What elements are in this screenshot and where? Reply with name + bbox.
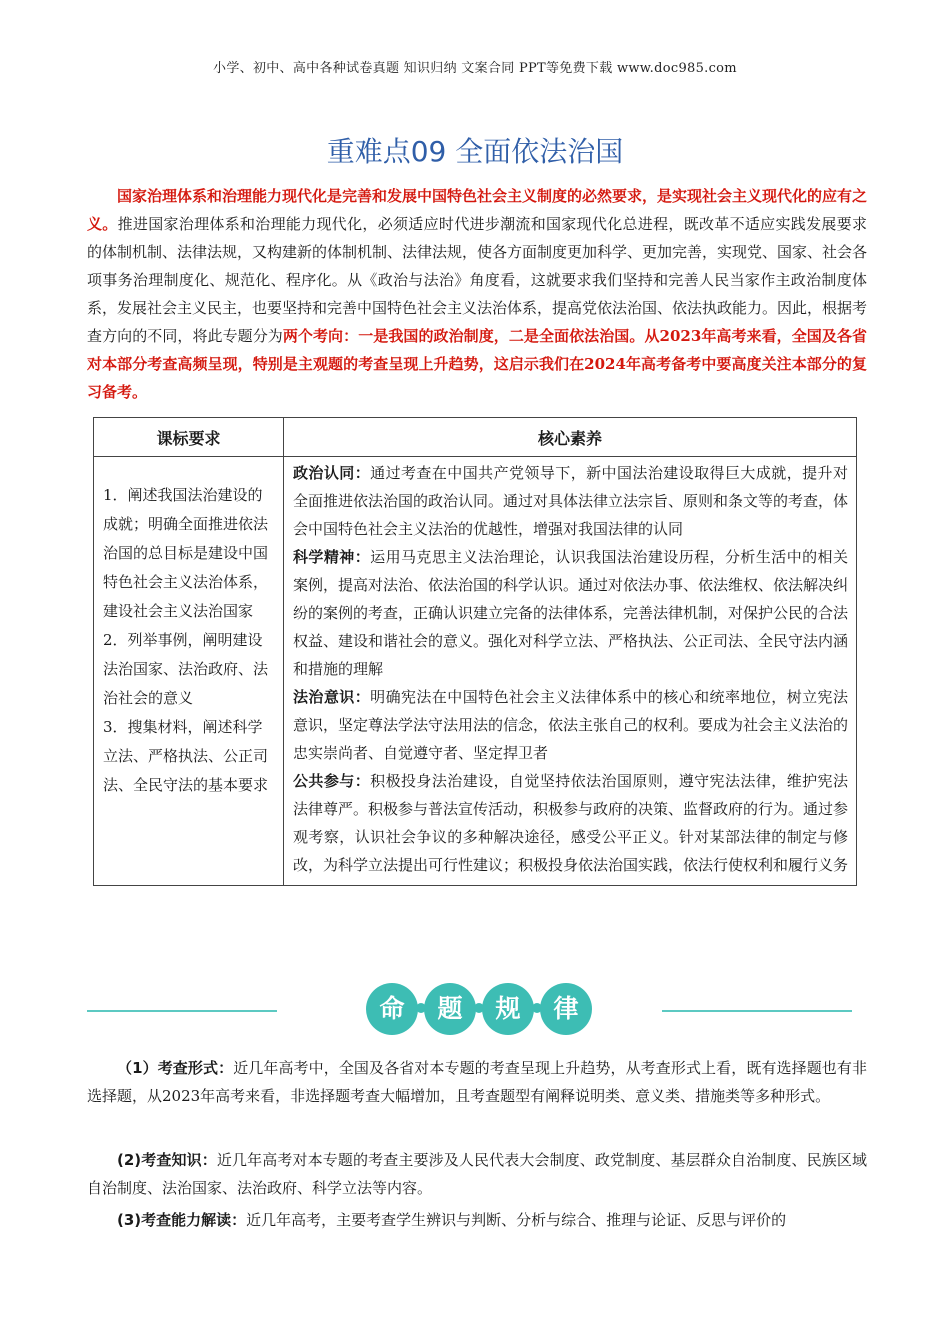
paragraph-label: (3)考查能力解读： [117,1211,247,1229]
divider-left [87,1010,277,1012]
intro-highlight-start: 国家治理体系和治理能力现代化是完善和发展中国特色社会主义制度的必然要求，是实现社会主义现代化的应有之义。 [87,187,868,233]
requirement-item: 2．列举事例，阐明建设法治国家、法治政府、法治社会的意义 [103,631,269,707]
literacy-text: 通过考查在中国共产党领导下，新中国法治建设取得巨大成就，提升对全面推进依法治国的政治认同。通过对具体法律立法宗旨、原则和条文等的考查，体会中国特色社会主义法治的优越性，增强对我国法律的认同 [293,464,849,538]
section-paragraph [87,1054,867,1110]
literacy-text: 运用马克思主义法治理论，认识我国法治建设历程，分析生活中的相关案例，提高对法治、依法治国的科学认识。通过对依法办事、依法维权、依法解决纠纷的案例的考查，正确认识建立完备的法律体系，完善法律机制，对保护公民的合法权益、建设和谐社会的意义。强化对科学立法、严格执法、公正司法、全民守法内涵和措施的理解 [293,548,849,678]
paragraph-label: (2)考查知识： [117,1151,217,1169]
banner-char: 题 [424,983,476,1035]
literacy-label: 科学精神： [293,548,371,566]
paragraph-label: （1）考查形式： [117,1059,234,1077]
literacy-text: 明确宪法在中国特色社会主义法律体系中的核心和统率地位，树立宪法意识，坚定尊法学法守法用法的信念，依法主张自己的权利。要成为社会主义法治的忠实崇尚者、自觉遵守者、坚定捍卫者 [293,688,849,762]
literacy-label: 公共参与： [293,772,371,790]
paragraph-text: 近几年高考中，全国及各省对本专题的考查呈现上升趋势，从考查形式上看，既有选择题也有非选择题，从2023年高考来看，非选择题考查大幅增加，且考查题型有阐释说明类、意义类、措施类等多种形式。 [87,1059,867,1105]
intro-highlight-end: 两个考向：一是我国的政治制度，二是全面依法治国。从2023年高考来看，全国及各省对本部分考查高频呈现，特别是主观题的考查呈现上升趋势，这启示我们在2024年高考备考中要高度关注本部分的复习备考。 [87,327,867,401]
literacy-label: 法治意识： [293,688,371,706]
literacy-item [293,543,848,683]
literacy-item [293,767,848,879]
literacy-label: 政治认同： [293,464,371,482]
literacy-cell [284,457,857,886]
standards-table [93,417,857,886]
banner-char: 律 [540,983,592,1035]
table-header-literacy: 核心素养 [284,418,857,457]
paragraph-text: 近几年高考，主要考查学生辨识与判断、分析与综合、推理与论证、反思与评价的 [246,1211,787,1229]
intro-paragraph [87,182,867,406]
banner-char: 规 [482,983,534,1035]
literacy-item [293,459,848,543]
paragraph-text: 近几年高考对本专题的考查主要涉及人民代表大会制度、政党制度、基层群众自治制度、民族区域自治制度、法治国家、法治政府、科学立法等内容。 [87,1151,867,1197]
intro-body: 推进国家治理体系和治理能力现代化，必须适应时代进步潮流和国家现代化总进程，既改革不适应实践发展要求的体制机制、法律法规，又构建新的体制机制、法律法规，使各方面制度更加科学、更加完善，实现党、国家、社会各项事务治理制度化、规范化、程序化。从《政治与法治》角度看，这就要求我们坚持和完善人民当家作主政治制度体系，发展社会主义民主，也要坚持和完善中国特色社会主义法治体系，提高党依法治国、依法执政能力。因此，根据考查方向的不同，将此专题分为 [87,215,868,345]
page-title: 重难点09 全面依法治国 [326,135,624,168]
section-paragraph [87,1146,867,1202]
banner-char: 命 [366,983,418,1035]
section-banner [366,983,594,1045]
requirement-item: 1．阐述我国法治建设的成就；明确全面推进依法治国的总目标是建设中国特色社会主义法治体系，建设社会主义法治国家 [103,486,269,620]
page-header: 小学、初中、高中各种试卷真题 知识归纳 文案合同 PPT等免费下载 www.doc985.com [213,61,737,76]
literacy-item [293,683,848,767]
section-paragraph [87,1206,867,1234]
table-header-requirements: 课标要求 [94,418,284,457]
requirements-cell [94,457,284,886]
literacy-text: 积极投身法治建设，自觉坚持依法治国原则，遵守宪法法律，维护宪法法律尊严。积极参与普法宣传活动，积极参与政府的决策、监督政府的行为。通过参观考察，认识社会争议的多种解决途径，感受公平正义。针对某部法律的制定与修改，为科学立法提出可行性建议；积极投身依法治国实践，依法行使权利和履行义务 [293,772,849,874]
divider-right [662,1010,852,1012]
requirement-item: 3．搜集材料，阐述科学立法、严格执法、公正司法、全民守法的基本要求 [103,718,269,794]
